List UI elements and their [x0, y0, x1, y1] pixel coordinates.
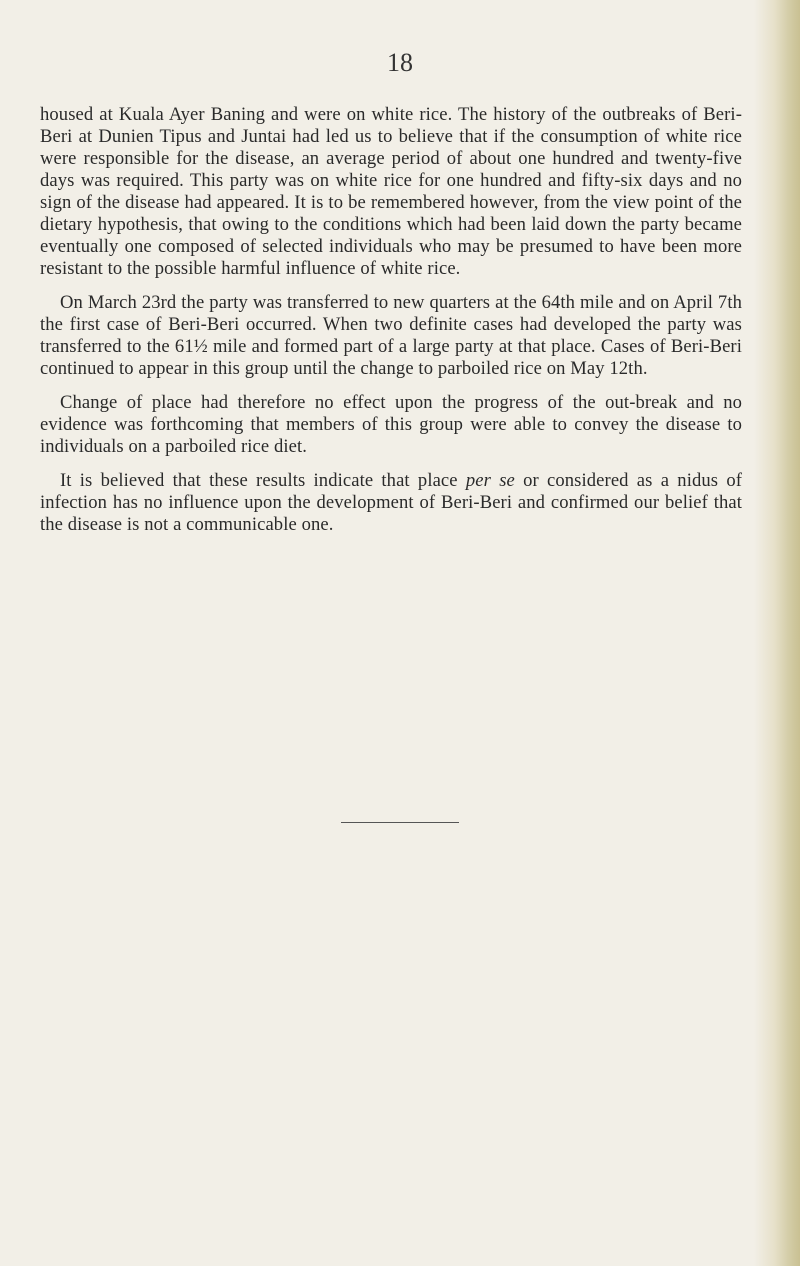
- paragraph-1: housed at Kuala Ayer Baning and were on white rice. The history of the outbreaks of Beri-Beri at Dunien Tipus and Juntai had led us to believe that if the consumption of white rice were responsible for the disease, an average period of about one hundred and twenty-five days was required. This party was on white rice for one hundred and fifty-six days and no sign of the disease had appeared. It is to be remembered however, from the view point of the dietary hypothesis, that owing to the conditions which had been laid down the party became eventually one composed of selected individuals who may be presumed to have been more resistant to the possible harmful influence of white rice.: [40, 104, 742, 279]
- page-number: 18: [387, 48, 413, 77]
- paragraph-4-text-end: or considered as a nidus of infection has no influence upon the development of Beri-Beri and confirmed our belief that the disease is not a communicable one.: [40, 470, 743, 535]
- paragraph-4-text-start: It is believed that these results indicate that place: [60, 470, 466, 491]
- paragraph-3: Change of place had therefore no effect upon the progress of the out-break and no evidence was forthcoming that members of this group were able to convey the disease to individuals on a parboiled rice diet.: [40, 392, 742, 457]
- paragraph-2: On March 23rd the party was transferred to new quarters at the 64th mile and on April 7th the first case of Beri-Beri occurred. When two definite cases had developed the party was transferred to the 61½ mile and formed part of a large party at that place. Cases of Beri-Beri continued to appear in this group until the change to parboiled rice on May 12th.: [40, 292, 742, 379]
- body-text: [40, 104, 742, 548]
- section-divider: [341, 822, 459, 823]
- page-edge-shadow: [754, 0, 800, 1266]
- latin-phrase: per se: [465, 470, 515, 491]
- paragraph-4: [40, 470, 742, 536]
